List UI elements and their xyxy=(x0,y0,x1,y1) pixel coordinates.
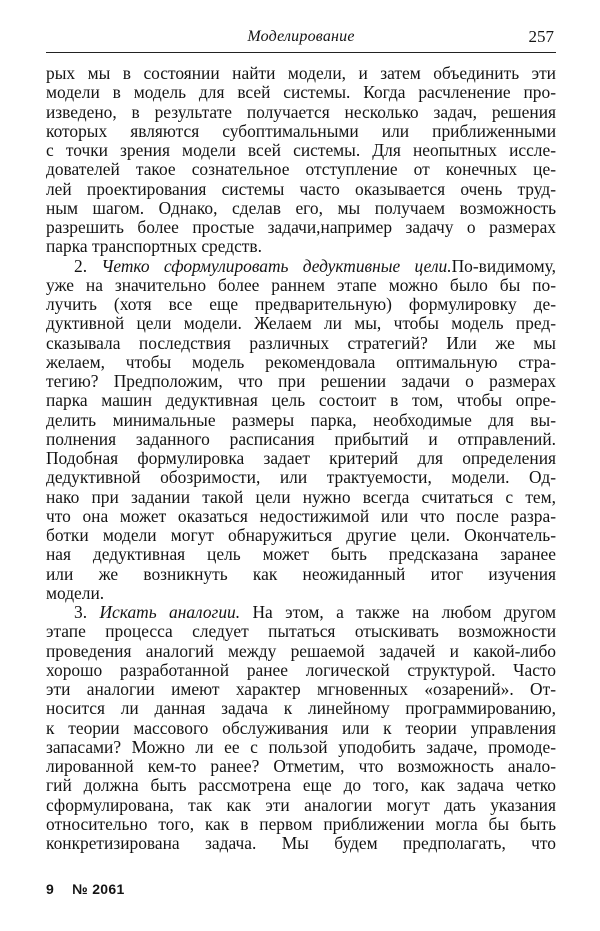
text-line: ботки модели могут обнаружиться другие цели. Окончатель- xyxy=(46,526,556,545)
text-line: с точки зрения модели всей системы. Для неопытных иссле- xyxy=(46,141,556,160)
text-line: конкретизирована задача. Мы будем предполагать, что xyxy=(46,834,556,853)
text-line: сказывала последствия различных стратегий? Или же мы xyxy=(46,333,556,353)
text-line: лучить (хотя все еще предварительную) формулировку де- xyxy=(46,295,556,314)
text-line: запасами? Можно ли ее с пользой уподобить задаче, промоде- xyxy=(46,737,556,757)
item-number: 3. xyxy=(74,603,88,622)
page-number: 257 xyxy=(528,27,554,46)
text-line: проведения аналогий между решаемой задачей и какой-либо xyxy=(46,641,556,661)
text-line: что она может оказаться недостижимой или что после разра- xyxy=(46,506,556,526)
text-line: ным шагом. Однако, сделав его, мы получаем возможность xyxy=(46,198,556,218)
text-line: дуктивной цели модели. Желаем ли мы, чтобы модель пред- xyxy=(46,314,556,334)
text-line: этапе процесса следует пытаться отыскивать возможности xyxy=(46,622,556,642)
text-line: лей проектирования системы часто оказывается очень труд- xyxy=(46,179,556,199)
text-line: разрешить более простые задачи,например задачу о размерах xyxy=(46,218,556,237)
text-line: сформулирована, так как эти аналогии могут дать указания xyxy=(46,795,556,815)
paragraph-3 xyxy=(46,603,556,853)
text-line: тегию? Предположим, что при решении задачи о размерах xyxy=(46,372,556,391)
text-line: которых являются субоптимальными или приближенными xyxy=(46,121,556,141)
text-line: парка транспортных средств. xyxy=(46,237,262,257)
text-line: парка машин дедуктивная цель состоит в том, чтобы опре- xyxy=(46,391,556,411)
text-line: эти аналогии имеют характер мгновенных «озарений». От- xyxy=(46,680,556,699)
order-mark: № 2061 xyxy=(72,881,125,897)
book-page xyxy=(46,22,556,917)
text-line: дователей такое сознательное отступление от конечных це- xyxy=(46,160,556,180)
paragraph-lead-line xyxy=(46,603,556,622)
text-line: желаем, чтобы модель рекомендовала оптимальную стра- xyxy=(46,352,556,372)
text-line: лированной кем-то ранее? Отметим, что возможность анало- xyxy=(46,757,556,776)
text-line: относительно того, как в первом приближении могла бы быть xyxy=(46,814,556,834)
text-line: рых мы в состоянии найти модели, и затем объединить эти xyxy=(46,64,556,83)
text-line: нако при задании такой цели нужно всегда считаться с тем, xyxy=(46,487,556,507)
printers-signature xyxy=(46,881,125,897)
text-line: дедуктивной обозримости, или трактуемости, модели. Од- xyxy=(46,468,556,488)
running-head xyxy=(46,22,556,53)
text-line: модели в модель для всей системы. Когда расчленение про- xyxy=(46,83,556,103)
text-line: уже на значительно более раннем этапе можно было бы по- xyxy=(46,275,556,295)
text-line: Подобная формулировка задает критерий для определения xyxy=(46,449,556,468)
text-line: хорошо разработанной ранее логической структурой. Часто xyxy=(46,660,556,680)
body-text xyxy=(46,64,556,853)
running-title: Моделирование xyxy=(247,28,355,45)
text-line: делить минимальные размеры парка, необходимые для вы- xyxy=(46,410,556,430)
italic-term: Четко сформулировать дедуктивные цели. xyxy=(101,256,452,276)
text-line: гий должна быть рассмотрена еще до того, как задача четко xyxy=(46,776,556,796)
italic-term: Искать аналогии. xyxy=(99,603,241,622)
item-number: 2. xyxy=(74,256,88,276)
paragraph-1 xyxy=(46,64,556,257)
text-line: или же возникнуть как неожиданный итог изучения xyxy=(46,564,556,584)
text-line: полнения заданного расписания прибытий и отправлений. xyxy=(46,429,556,449)
text-line: ная дедуктивная цель может быть предсказана заранее xyxy=(46,545,556,565)
lead-line-rest: На этом, а также на любом другом xyxy=(252,603,556,622)
text-line: к теории массового обслуживания или к теории управления xyxy=(46,718,556,738)
text-line: изведено, в результате получается несколько задач, решения xyxy=(46,102,556,122)
signature-number: 9 xyxy=(46,881,55,897)
paragraph-2 xyxy=(46,257,556,604)
text-line: носится ли данная задача к линейному программированию, xyxy=(46,699,556,719)
lead-line-rest: По-видимому, xyxy=(451,256,556,276)
paragraph-lead-line xyxy=(46,257,556,276)
text-line: модели. xyxy=(46,583,105,603)
